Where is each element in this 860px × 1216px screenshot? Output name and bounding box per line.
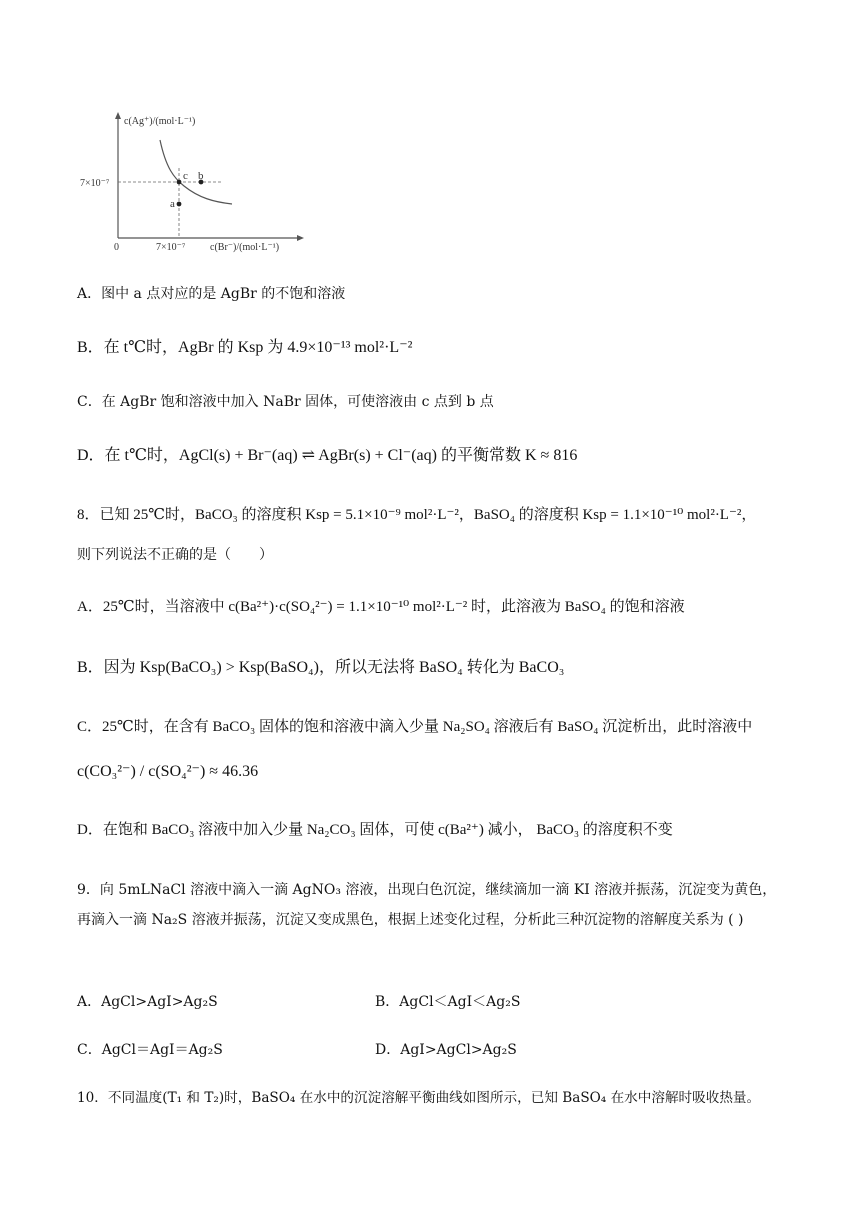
q9-option-c: C．AgCl＝AgI＝Ag₂S — [77, 1042, 223, 1058]
q8-option-b: B．因为 Ksp(BaCO₃) > Ksp(BaSO₄)，所以无法将 BaSO₄ 转化为 BaCO₃ — [77, 659, 565, 676]
point-c-marker — [177, 180, 182, 185]
q10-stem: 10．不同温度(T₁ 和 T₂)时，BaSO₄ 在水中的沉淀溶解平衡曲线如图所示，已知 BaSO₄ 在水中溶解时吸收热量。 — [77, 1090, 761, 1106]
y-tick-label: 7×10⁻⁷ — [80, 178, 110, 189]
x-tick-label: 7×10⁻⁷ — [156, 242, 186, 253]
q7-option-c: C．在 AgBr 饱和溶液中加入 NaBr 固体，可使溶液由 c 点到 b 点 — [77, 394, 494, 410]
x-axis-arrow — [297, 235, 304, 241]
solubility-equilibrium-graph — [74, 106, 314, 256]
equilibrium-curve — [160, 140, 232, 204]
q8-stem-line2: 则下列说法不正确的是（ ） — [77, 547, 273, 563]
q9-stem: 9．向 5mLNaCl 溶液中滴入一滴 AgNO₃ 溶液，出现白色沉淀，继续滴加一滴 KI 溶液并振荡，沉淀变为黄色，再滴入一滴 Na₂S 溶液并振荡，沉淀又变成黑色，根据上述变化过程，分析此三种沉淀物的溶解度关系为 ( ) — [77, 882, 777, 928]
origin-label: 0 — [114, 242, 119, 253]
point-a-marker — [177, 202, 182, 207]
q7-option-a: A．图中 a 点对应的是 AgBr 的不饱和溶液 — [77, 286, 346, 302]
q9-option-d: D．AgI>AgCl>Ag₂S — [375, 1042, 517, 1058]
point-b-label: b — [198, 170, 204, 182]
q9-option-a: A．AgCl>AgI>Ag₂S — [77, 994, 218, 1010]
q7-option-d: D．在 t℃时，AgCl(s) + Br⁻(aq) ⇌ AgBr(s) + Cl⁻(aq) 的平衡常数 K ≈ 816 — [77, 447, 578, 464]
point-c-label: c — [183, 170, 188, 182]
y-axis-arrow — [115, 112, 121, 119]
q8-stem-line1: 8．已知 25℃时，BaCO₃ 的溶度积 Ksp = 5.1×10⁻⁹ mol²·L⁻²，BaSO₄ 的溶度积 Ksp = 1.1×10⁻¹⁰ mol²·L⁻²， — [77, 507, 757, 523]
q9-option-b: B．AgCl＜AgI＜Ag₂S — [375, 994, 521, 1010]
q8-option-c-line1: C．25℃时，在含有 BaCO₃ 固体的饱和溶液中滴入少量 Na₂SO₄ 溶液后有 BaSO₄ 沉淀析出，此时溶液中 — [77, 719, 753, 735]
q8-option-c-line2: c(CO₃²⁻) / c(SO₄²⁻) ≈ 46.36 — [77, 763, 259, 780]
x-axis-label: c(Br⁻)/(mol·L⁻¹) — [210, 242, 280, 253]
q7-option-b: B．在 t℃时，AgBr 的 Ksp 为 4.9×10⁻¹³ mol²·L⁻² — [77, 339, 413, 356]
point-a-label: a — [170, 198, 175, 210]
y-axis-label: c(Ag⁺)/(mol·L⁻¹) — [124, 116, 196, 127]
q8-option-a: A．25℃时，当溶液中 c(Ba²⁺)·c(SO₄²⁻) = 1.1×10⁻¹⁰ mol²·L⁻² 时，此溶液为 BaSO₄ 的饱和溶液 — [77, 599, 685, 615]
q8-option-d: D．在饱和 BaCO₃ 溶液中加入少量 Na₂CO₃ 固体，可使 c(Ba²⁺) 减小， BaCO₃ 的溶度积不变 — [77, 822, 673, 838]
